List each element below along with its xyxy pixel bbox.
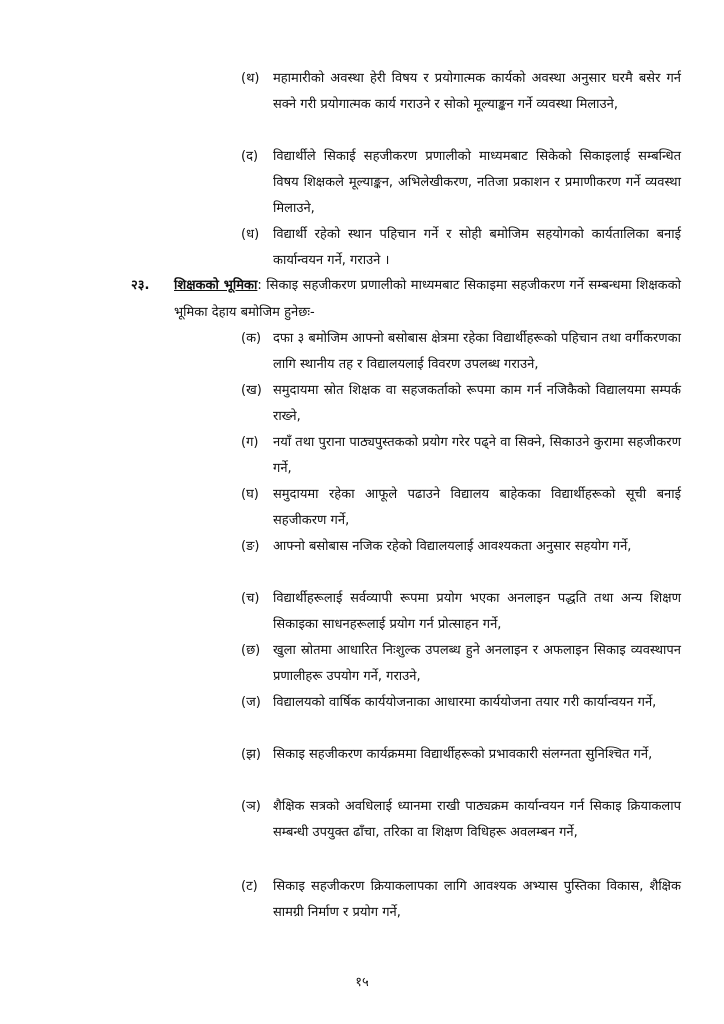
item-label: (क) bbox=[241, 331, 262, 346]
item-label: (घ) bbox=[241, 487, 259, 502]
list-item-da bbox=[241, 144, 681, 222]
item-label: (ग) bbox=[241, 435, 259, 450]
item-label: (ङ) bbox=[241, 539, 260, 554]
item-label: (छ) bbox=[241, 643, 261, 658]
item-text: विद्यालयको वार्षिक कार्ययोजनाका आधारमा कार्ययोजना तयार गरी कार्यान्वयन गर्ने, bbox=[273, 695, 657, 710]
list-item-tha bbox=[241, 66, 681, 118]
item-text: सिकाइ सहजीकरण क्रियाकलापका लागि आवश्यक अभ्यास पुस्तिका विकास, शैक्षिक सामग्री निर्माण र प्रयोग गर्ने, bbox=[273, 879, 681, 920]
list-item-kha bbox=[241, 378, 681, 430]
section-number: २३. bbox=[131, 278, 150, 293]
list-item-nga bbox=[241, 534, 681, 560]
item-text: महामारीको अवस्था हेरी विषय र प्रयोगात्मक कार्यको अवस्था अनुसार घरमै बसेर गर्न सक्ने गरी प्रयोगात्मक कार्य गराउने र सोको मूल्याङ्कन गर्ने व्यवस्था मिलाउने, bbox=[273, 71, 681, 112]
list-item-jha bbox=[241, 742, 681, 768]
list-item-chha bbox=[241, 638, 681, 690]
list-item-dha bbox=[241, 222, 681, 274]
item-label: (थ) bbox=[241, 71, 260, 86]
item-text: सिकाइ सहजीकरण कार्यक्रममा विद्यार्थीहरूको प्रभावकारी संलग्नता सुनिश्चित गर्ने, bbox=[273, 747, 653, 762]
section-23 bbox=[131, 272, 681, 326]
list-item-nya bbox=[241, 794, 681, 846]
item-text: दफा ३ बमोजिम आफ्नो बसोबास क्षेत्रमा रहेका विद्यार्थीहरूको पहिचान तथा वर्गीकरणका लागि स्थानीय तह र विद्यालयलाई विवरण उपलब्ध गराउने, bbox=[273, 331, 681, 372]
item-text: आफ्नो बसोबास नजिक रहेको विद्यालयलाई आवश्यकता अनुसार सहयोग गर्ने, bbox=[273, 539, 632, 554]
item-text: शैक्षिक सत्रको अवधिलाई ध्यानमा राखी पाठ्यक्रम कार्यान्वयन गर्न सिकाइ क्रियाकलाप सम्बन्धी उपयुक्त ढाँचा, तरिका वा शिक्षण विधिहरू अवलम्बन गर्ने, bbox=[273, 799, 681, 840]
list-item-ta bbox=[241, 874, 681, 926]
list-item-gha bbox=[241, 482, 681, 534]
section-heading: शिक्षकको भूमिका bbox=[174, 278, 258, 293]
item-label: (ज) bbox=[241, 695, 261, 710]
page-number: १५ bbox=[355, 975, 369, 990]
item-label: (झ) bbox=[241, 747, 261, 762]
item-label: (ध) bbox=[241, 227, 260, 242]
item-label: (ञ) bbox=[241, 799, 261, 814]
list-item-cha bbox=[241, 586, 681, 638]
item-text: नयाँ तथा पुराना पाठ्यपुस्तकको प्रयोग गरेर पढ्ने वा सिक्ने, सिकाउने कुरामा सहजीकरण गर्ने, bbox=[273, 435, 681, 476]
item-text: विद्यार्थी रहेको स्थान पहिचान गर्ने र सोही बमोजिम सहयोगको कार्यतालिका बनाई कार्यान्वयन गर्ने, गराउने । bbox=[273, 227, 681, 268]
item-text: विद्यार्थीहरूलाई सर्वव्यापी रूपमा प्रयोग भएका अनलाइन पद्धति तथा अन्य शिक्षण सिकाइका साधनहरूलाई प्रयोग गर्न प्रोत्साहन गर्ने, bbox=[273, 591, 681, 632]
item-label: (च) bbox=[241, 591, 260, 606]
item-label: (द) bbox=[241, 149, 259, 164]
list-item-ka bbox=[241, 326, 681, 378]
list-item-ga bbox=[241, 430, 681, 482]
item-text: समुदायमा रहेका आफूले पढाउने विद्यालय बाहेकका विद्यार्थीहरूको सूची बनाई सहजीकरण गर्ने, bbox=[273, 487, 681, 528]
section-body bbox=[174, 272, 681, 326]
item-text: विद्यार्थीले सिकाई सहजीकरण प्रणालीको माध्यमबाट सिकेको सिकाइलाई सम्बन्धित विषय शिक्षकले मूल्याङ्कन, अभिलेखीकरण, नतिजा प्रकाशन र प्रमाणीकरण गर्ने व्यवस्था मिलाउने, bbox=[273, 149, 681, 216]
item-text: खुला स्रोतमा आधारित निःशुल्क उपलब्ध हुने अनलाइन र अफलाइन सिकाइ व्यवस्थापन प्रणालीहरू उपयोग गर्ने, गराउने, bbox=[273, 643, 681, 684]
item-text: समुदायमा स्रोत शिक्षक वा सहजकर्ताको रूपमा काम गर्न नजिकैको विद्यालयमा सम्पर्क राख्ने, bbox=[273, 383, 681, 424]
item-label: (ख) bbox=[241, 383, 262, 398]
item-label: (ट) bbox=[241, 879, 258, 894]
section-intro: : सिकाइ सहजीकरण प्रणालीको माध्यमबाट सिकाइमा सहजीकरण गर्ने सम्बन्धमा शिक्षकको भूमिका देहाय बमोजिम हुनेछः- bbox=[174, 278, 682, 320]
list-item-ja bbox=[241, 690, 681, 716]
